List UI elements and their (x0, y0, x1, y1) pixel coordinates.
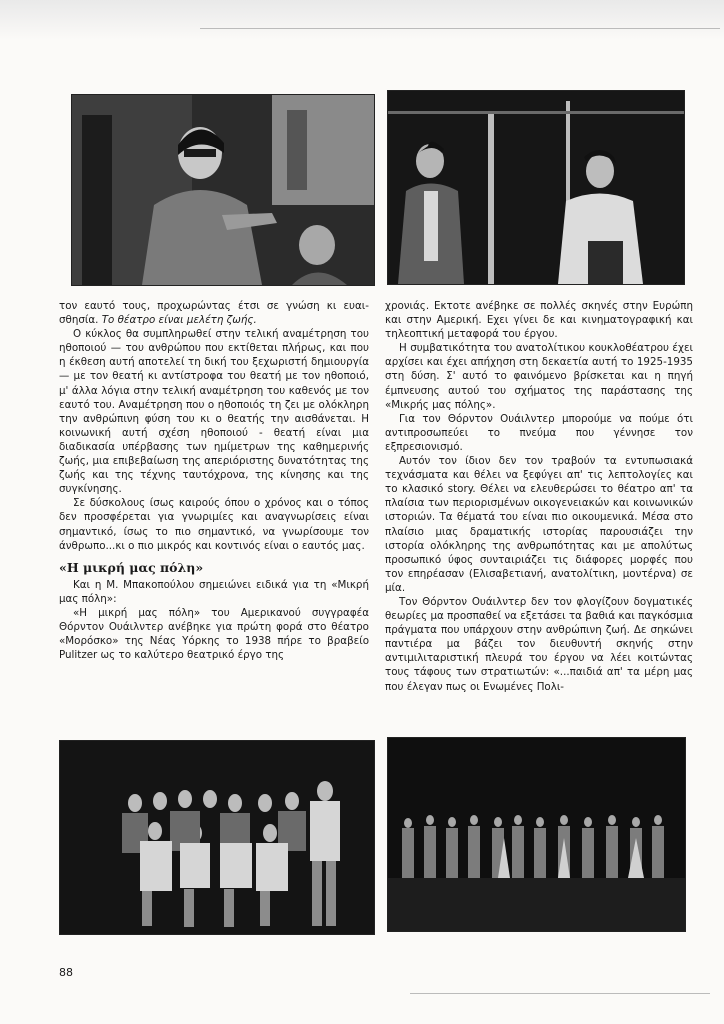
scan-edge-line (410, 993, 710, 994)
photo-woman-sunglasses (71, 94, 375, 286)
paragraph: Για τον Θόρντον Ουάιλντερ μπορούμε να πούμε ότι αντιπροσωπεύει το πνεύμα που γέννησε τον εξπρεσιονισμό. (385, 412, 693, 453)
photo-stage-ensemble (387, 737, 686, 932)
italic-quote: Το θέατρο είναι μελέτη ζωής. (101, 314, 257, 327)
paragraph: Αυτόν τον ίδιον δεν τον τραβούν τα εντυπωσιακά τεχνάσματα και θέλει να ξεφύγει απ' τις λεπτολογίες και το κλασικό story. Θέλει να ελευθερώσει το θέατρο απ' τα πλαίσια των περιορισμένων οικογενειακών και κοινωνικών ιστοριών. Τα θέματά του είναι πιο οικουμενικά. Μέσα στο πλαίσιο μιας δραματικής ιστορίας παρουσιάζει την ιστορία ολόκληρης της ανθρωπότητας και με απολύτως προσωπικό ύφος συνταιριάζει τις διάφορες μορφές που τον επηρέασαν (Ελισαβετιανή, ανατολίτικη, μοντέρνα) σε μία. (385, 455, 693, 594)
paragraph (59, 299, 369, 327)
paragraph-text: τον εαυτό τους, προχωρώντας έτσι σε γνώση κι ευαι-σθησία. (59, 300, 369, 327)
page-number: 88 (59, 966, 73, 979)
right-text-column (385, 299, 693, 694)
section-heading: «Η μικρή μας πόλη» (59, 559, 204, 575)
scan-top-shadow (0, 0, 724, 40)
paragraph: χρονιάς. Εκτοτε ανέβηκε σε πολλές σκηνές στην Ευρώπη και στην Αμερική. Εχει γίνει δε και κινηματογραφική και τηλεοπτική μεταφορά του έργου. (385, 300, 693, 341)
photo-group-cast (59, 740, 375, 935)
paragraph: Ο κύκλος θα συμπληρωθεί στην τελική αναμέτρηση του ηθοποιού — του ανθρώπου που εκτίθεται πλήρως, και που η έκθεση αυτή αποτελεί τη δική του ξεχωριστή δημιουργία — με τον θεατή κι αντίστροφα του θεατή με τον ηθοποιό, μ' άλλα λόγια στην τελική αναμέτρηση του καθενός με τον εαυτό του. Αναμέτρηση που ο ηθοποιός τη ζει με ολόκληρη την ανθρώπινη φύση του κι ο θεατής την αισθάνεται. Η κοινωνική αυτή σχέση ηθοποιού - θεατή είναι μια διαδικασία υπέρβασης των ημίμετρων της καθημερινής ζωής, μια επιβεβαίωση της απεριόριστης δυνατότητας της ζωής και της τέχνης ταυτόχρονα, της κίνησης και της συγκίνησης. (59, 328, 369, 496)
left-text-column (59, 299, 369, 662)
scan-edge-line (200, 28, 720, 29)
paragraph: Η συμβατικότητα του ανατολίτικου κουκλοθέατρου έχει αρχίσει και έχει απήχηση στη δεκαετία αυτή το 1925-1935 στη δύση. Σ' αυτό το φαινόμενο βρίσκεται και η πηγή έμπνευσης αυτού του σχήματος της παράστασης της «Μικρής μας πόλης». (385, 342, 693, 411)
paragraph: Τον Θόρντον Ουάιλντερ δεν τον φλογίζουν δογματικές θεωρίες μα προσπαθεί να εξετάσει τα βαθιά και παγκόσμια πράγματα που υπάρχουν στην ανθρώπινη ζωή. Δε σηκώνει παντιέρα μα βάζει τον διευθυντή σκηνής στην αντιμιλιταριστική πλευρά του έργου να λέει κοιτώντας τους τάφους των στρατιωτών: «...παιδιά απ' τα μέρη μας που έλεγαν πως οι Ενωμένες Πολι- (385, 595, 693, 693)
paragraph: Και η Μ. Μπακοπούλου σημειώνει ειδικά για τη «Μικρή μας πόλη»: (59, 578, 369, 605)
photo-two-men-stage (387, 90, 685, 285)
paragraph: «Η μικρή μας πόλη» του Αμερικανού συγγραφέα Θόρντον Ουάιλντερ ανέβηκε για πρώτη φορά στο θέατρο «Μορόσκο» της Νέας Υόρκης το 1938 πήρε το βραβείο Pulitzer ως το καλύτερο θεατρικό έργο της (59, 606, 369, 662)
paragraph: Σε δύσκολους ίσως καιρούς όπου ο χρόνος και ο τόπος δεν προσφέρεται για γνωριμίες και αναγνωρίσεις είναι σημαντικό, ίσως το πιο σημαντικό, να γνωρίσουμε τον άνθρωπο...κι ο πιο μικρός και κοντινός είναι ο εαυτός μας. (59, 497, 369, 552)
